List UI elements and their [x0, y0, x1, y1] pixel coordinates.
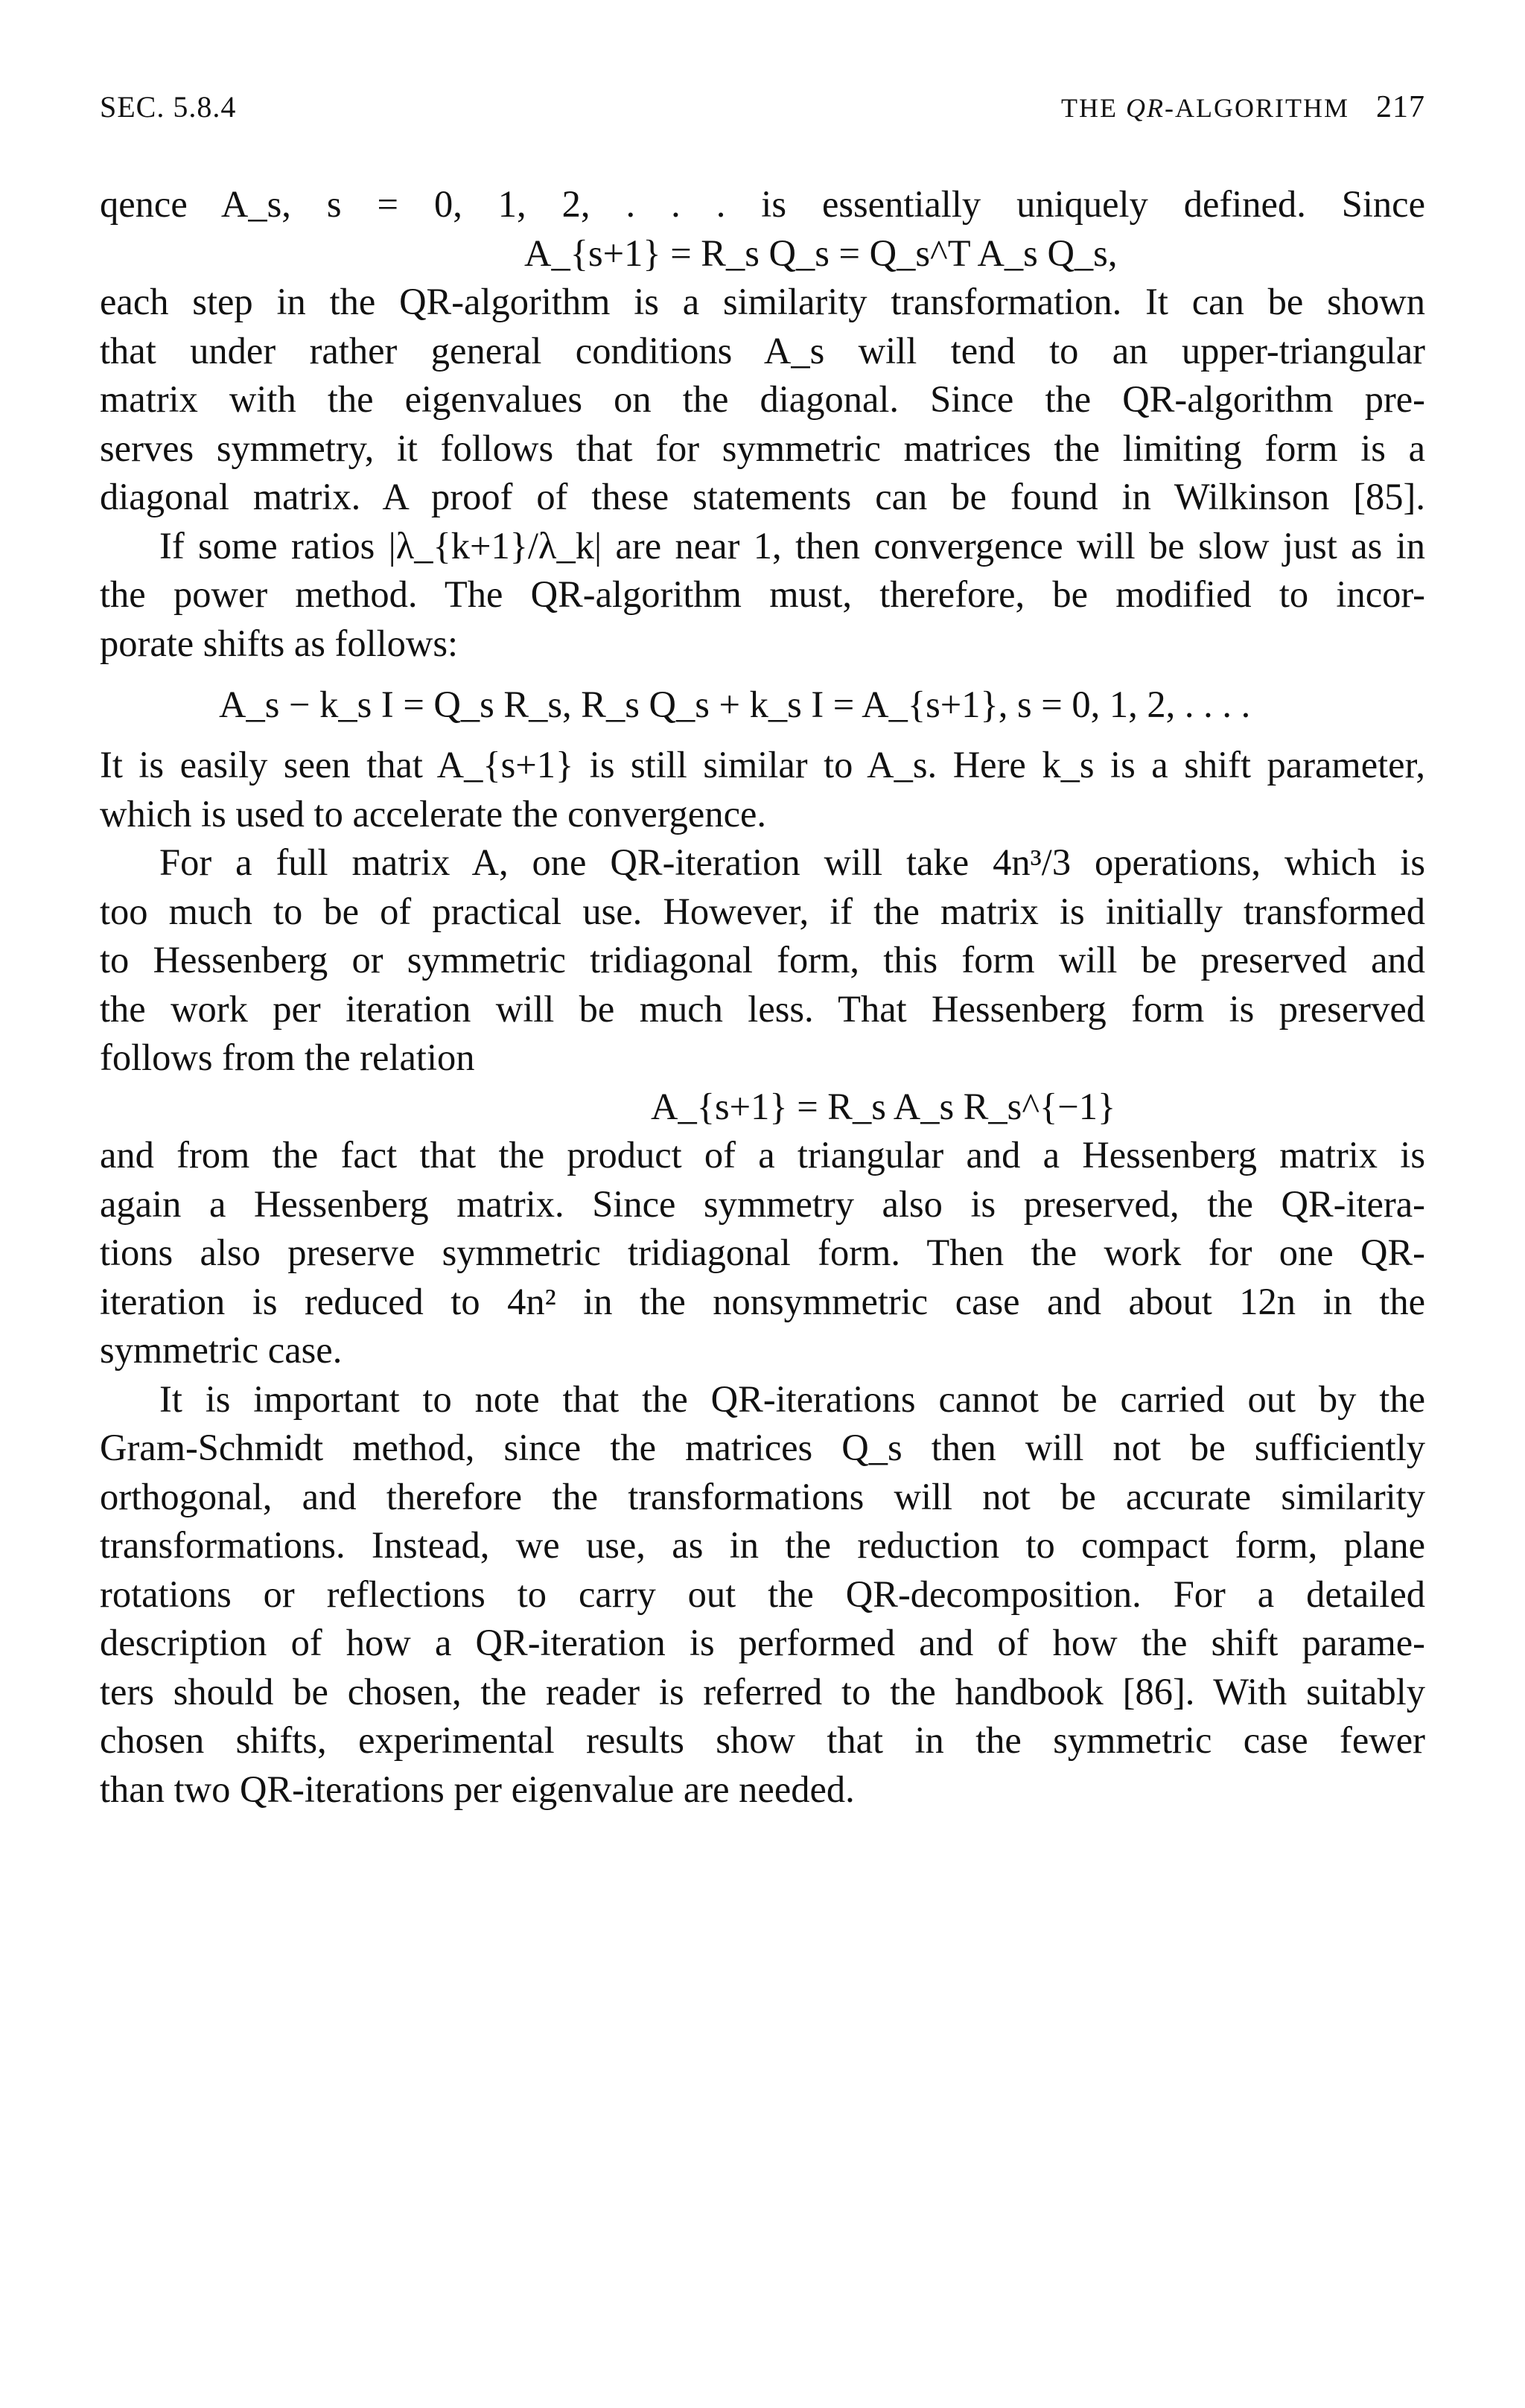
text-line: the power method. The QR-algorithm must, therefore, be modified to incor- — [100, 573, 1425, 615]
text-line: again a Hessenberg matrix. Since symmetry also is preserved, the QR-itera- — [100, 1182, 1425, 1225]
text-line: It is important to note that the QR-iterations cannot be carried out by the — [159, 1377, 1425, 1420]
text-line: diagonal matrix. A proof of these statements can be found in Wilkinson [85]. — [100, 476, 1425, 517]
text-line: orthogonal, and therefore the transformations will not be accurate similarity — [100, 1475, 1425, 1517]
text-line: serves symmetry, it follows that for symmetric matrices the limiting form is a — [100, 427, 1425, 469]
text-line: to Hessenberg or symmetric tridiagonal form, this form will be preserved and — [100, 939, 1425, 981]
text-line: tions also preserve symmetric tridiagonal form. Then the work for one QR- — [100, 1232, 1425, 1273]
text-line: which is used to accelerate the convergence. — [100, 792, 767, 835]
text-line: rotations or reflections to carry out the QR-decomposition. For a detailed — [100, 1573, 1425, 1615]
text-line: qence A_s, s = 0, 1, 2, . . . is essentially uniquely defined. Since — [100, 183, 1425, 225]
text-line: the work per iteration will be much less. That Hessenberg form is preserved — [100, 987, 1425, 1030]
text-line: chosen shifts, experimental results show that in the symmetric case fewer — [100, 1719, 1425, 1761]
text-line: porate shifts as follows: — [100, 622, 459, 664]
text-line: symmetric case. — [100, 1329, 343, 1371]
equation: A_{s+1} = R_s A_s R_s^{−1} — [651, 1085, 1116, 1127]
body-text — [100, 180, 1425, 1814]
equation: A_s − k_s I = Q_s R_s, R_s Q_s + k_s I = A_{s+1}, s = 0, 1, 2, . . . . — [219, 684, 1251, 725]
text-line: If some ratios |λ_{k+1}/λ_k| are near 1, then convergence will be slow just as in — [159, 524, 1425, 567]
text-line: For a full matrix A, one QR-iteration will take 4n³/3 operations, which is — [159, 841, 1425, 883]
text-line: too much to be of practical use. However, if the matrix is initially transformed — [100, 890, 1425, 932]
running-title: THE QR-ALGORITHM 217 — [1061, 90, 1425, 124]
equation: A_{s+1} = R_s Q_s = Q_s^T A_s Q_s, — [524, 232, 1118, 274]
text-line: Gram-Schmidt method, since the matrices Q_s then will not be sufficiently — [100, 1427, 1425, 1468]
text-line: and from the fact that the product of a triangular and a Hessenberg matrix is — [100, 1134, 1425, 1176]
text-line: each step in the QR-algorithm is a similarity transformation. It can be shown — [100, 281, 1425, 322]
section-label: SEC. 5.8.4 — [100, 90, 237, 124]
text-line: follows from the relation — [100, 1036, 475, 1078]
page-number: 217 — [1376, 90, 1425, 124]
text-line: matrix with the eigenvalues on the diagonal. Since the QR-algorithm pre- — [100, 378, 1425, 420]
text-line: than two QR-iterations per eigenvalue are needed. — [100, 1768, 855, 1810]
text-line: It is easily seen that A_{s+1} is still similar to A_s. Here k_s is a shift parameter, — [100, 744, 1425, 786]
text-line: ters should be chosen, the reader is referred to the handbook [86]. With suitably — [100, 1670, 1425, 1713]
running-header — [100, 89, 1425, 134]
text-line: description of how a QR-iteration is performed and of how the shift parame- — [100, 1622, 1425, 1663]
text-line: that under rather general conditions A_s will tend to an upper-triangular — [100, 329, 1425, 372]
text-line: iteration is reduced to 4n² in the nonsymmetric case and about 12n in the — [100, 1280, 1425, 1322]
text-line: transformations. Instead, we use, as in the reduction to compact form, plane — [100, 1524, 1425, 1566]
